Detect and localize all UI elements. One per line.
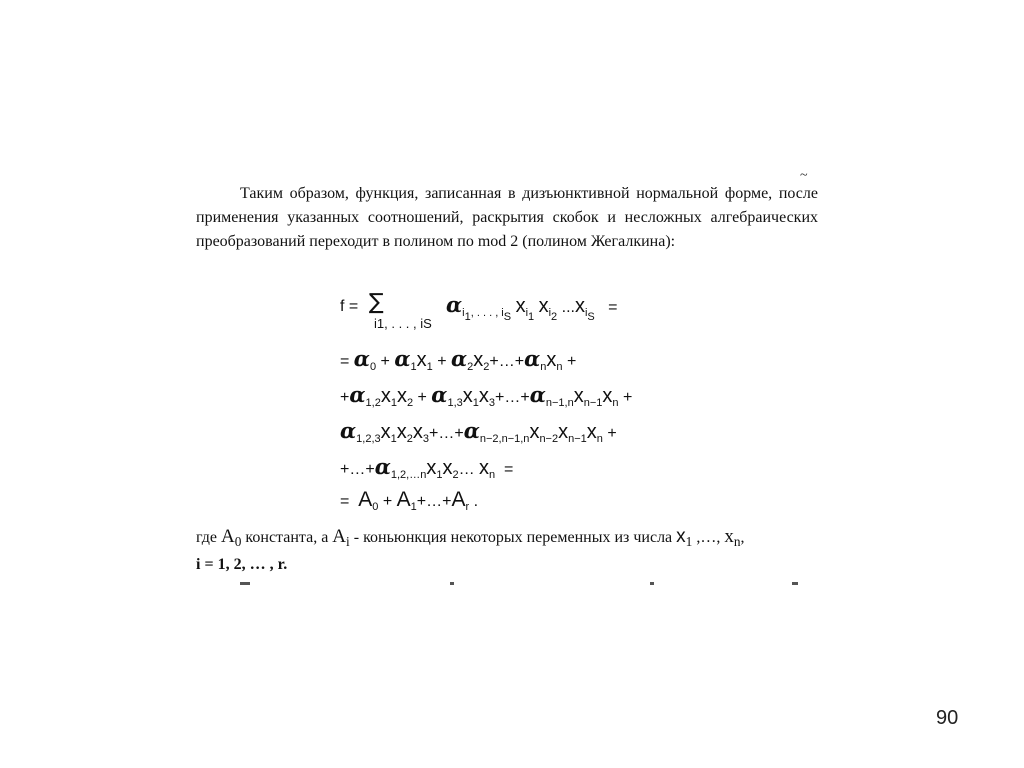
formula-lhs: f = [340,298,359,315]
sum-symbol: ∑ [368,290,384,315]
formula-line-5: $+\dots+\alpha_{1,2,\dots n}x_1x_2\dots$ $x_n$ = [340,454,514,481]
text-block [196,182,818,254]
x1-symbol: x [676,526,686,547]
formula-line-6: = $A_0$ + $A_1+\dots+A_r$ . [340,488,479,513]
formula-line-2: = $\alpha_0 + \alpha_1x_1$ + $\alpha_2x_2+\dots+\alpha_nx_n$ + [340,346,577,373]
where-dots: ,…, [692,529,725,546]
Ai-symbol: A [332,526,347,547]
sum-index: i1, . . . , iS [374,316,432,331]
formula-line1-end: = [608,299,618,316]
formula-line-4: $\alpha_{1,2,3}x_1x_2x_3+\dots+\alpha_{n-2,n-1,n}x_{n-2}x_{n-1}x_n$ + [340,418,617,445]
x1-sub: 1 [685,534,693,550]
xn-sub: n [733,534,741,550]
top-mark: ~ [800,168,808,183]
where-suffix: - коньюнкция некоторых переменных из числа [349,529,677,546]
sum-term: $\alpha_{i_1, . . . , i_S}$ $x_{i_1}$ $x_{i_2}$ $...x_{i_S}$ = [446,292,618,323]
intro-paragraph: Таким образом, функция, записанная в дизъюнктивной нормальной форме, после применения указанных соотношений, раскрытия скобок и несложных алгебраических преобразований переходит в полином по mod 2 (полином Жегалкина): [196,185,818,250]
formula-line-3: $+\alpha_{1,2}x_1x_2$ + $\alpha_{1,3}x_1x_3+\dots+\alpha_{n-1,n}x_{n-1}x_n$ + [340,382,633,409]
xn-symbol: x [724,526,734,547]
where-middle: константа, а [241,529,333,546]
where-line [196,524,836,555]
formula-line-1 [340,290,384,317]
page-number: 90 [936,707,959,729]
index-range: i = 1, 2, … , r. [196,556,288,573]
cut-off-text-line [240,582,810,588]
A0-symbol: A [221,526,235,547]
where-prefix: где [196,529,222,546]
A0-sub: 0 [234,534,242,550]
where-comma: , [740,529,745,546]
Ai-sub: i [346,534,350,550]
